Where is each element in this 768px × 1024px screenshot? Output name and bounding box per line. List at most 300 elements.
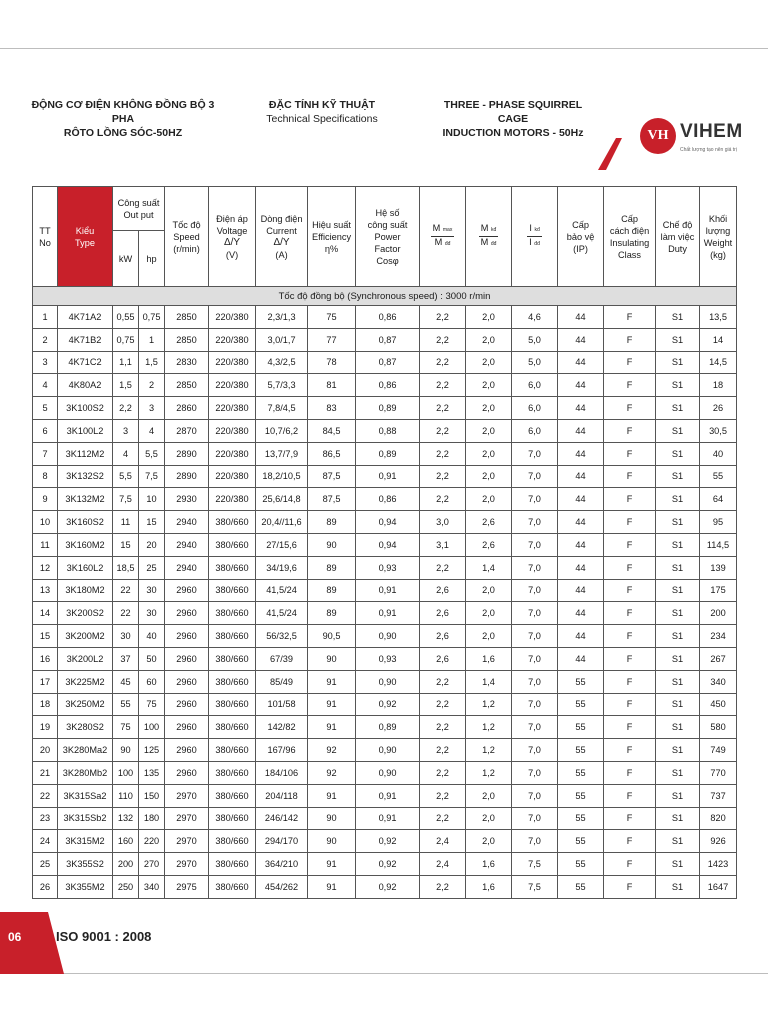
- mkd-top-sub: kđ: [490, 227, 497, 233]
- row-no: 24: [33, 830, 58, 853]
- col-ip-en: (IP): [573, 243, 588, 254]
- logo-name: VIHEM: [680, 121, 743, 142]
- table-row: [33, 853, 737, 876]
- speed: 2960: [165, 625, 209, 648]
- ikd-ratio: 7,0: [512, 602, 558, 625]
- col-power-vn: Công suất: [117, 197, 160, 208]
- ip-rating: 44: [558, 351, 604, 374]
- table-row: [33, 442, 737, 465]
- row-no: 8: [33, 465, 58, 488]
- ip-rating: 55: [558, 784, 604, 807]
- col-no-en: No: [39, 237, 51, 248]
- header-spec-line1: ĐẶC TÍNH KỸ THUẬT: [268, 99, 376, 111]
- weight: 14: [700, 328, 737, 351]
- power-kw: 90: [113, 739, 139, 762]
- weight: 770: [700, 761, 737, 784]
- voltage: 220/380: [209, 442, 256, 465]
- table-row: [33, 465, 737, 488]
- header-vietnamese-title: [28, 98, 218, 140]
- voltage: 380/660: [209, 602, 256, 625]
- col-current-en: Current: [266, 225, 297, 236]
- power-kw: 2,2: [113, 397, 139, 420]
- mmax-ratio: 3,0: [420, 511, 466, 534]
- power-hp: 1,5: [139, 351, 165, 374]
- ip-rating: 44: [558, 328, 604, 351]
- power-hp: 50: [139, 647, 165, 670]
- power-factor: 0,86: [356, 488, 420, 511]
- weight: 175: [700, 579, 737, 602]
- ikd-ratio: 6,0: [512, 397, 558, 420]
- ip-rating: 44: [558, 306, 604, 329]
- power-hp: 7,5: [139, 465, 165, 488]
- insulation-class: F: [604, 830, 656, 853]
- duty: S1: [656, 533, 700, 556]
- mmax-ratio: 2,6: [420, 647, 466, 670]
- current: 56/32,5: [256, 625, 308, 648]
- power-hp: 10: [139, 488, 165, 511]
- model-type: 3K355S2: [58, 853, 113, 876]
- ikd-ratio: 4,6: [512, 306, 558, 329]
- weight: 234: [700, 625, 737, 648]
- model-type: 3K200S2: [58, 602, 113, 625]
- insulation-class: F: [604, 511, 656, 534]
- voltage: 380/660: [209, 556, 256, 579]
- mmax-ratio: 2,2: [420, 419, 466, 442]
- power-factor: 0,90: [356, 625, 420, 648]
- row-no: 13: [33, 579, 58, 602]
- ikd-ratio: 7,0: [512, 761, 558, 784]
- col-duty-vn1: Chế độ: [662, 219, 693, 230]
- ikd-ratio: 7,0: [512, 830, 558, 853]
- speed: 2830: [165, 351, 209, 374]
- col-pf-sym: Cosφ: [376, 255, 399, 266]
- insulation-class: F: [604, 625, 656, 648]
- model-type: 4K71A2: [58, 306, 113, 329]
- current: 2,3/1,3: [256, 306, 308, 329]
- header-vn-line1: ĐỘNG CƠ ĐIỆN KHÔNG ĐỒNG BỘ 3 PHA: [31, 99, 215, 125]
- row-no: 2: [33, 328, 58, 351]
- model-type: 4K71C2: [58, 351, 113, 374]
- duty: S1: [656, 761, 700, 784]
- power-hp: 4: [139, 419, 165, 442]
- power-hp: 5,5: [139, 442, 165, 465]
- speed: 2890: [165, 465, 209, 488]
- col-insulation-header: [604, 187, 656, 287]
- table-row: [33, 397, 737, 420]
- efficiency: 86,5: [308, 442, 356, 465]
- col-eff-vn: Hiệu suất: [312, 219, 351, 230]
- mkd-ratio: 2,0: [466, 374, 512, 397]
- current: 18,2/10,5: [256, 465, 308, 488]
- model-type: 3K100S2: [58, 397, 113, 420]
- voltage: 380/660: [209, 739, 256, 762]
- insulation-class: F: [604, 328, 656, 351]
- voltage: 380/660: [209, 647, 256, 670]
- row-no: 23: [33, 807, 58, 830]
- mkd-ratio: 2,0: [466, 625, 512, 648]
- power-hp: 20: [139, 533, 165, 556]
- mmax-ratio: 2,2: [420, 328, 466, 351]
- table-row: [33, 556, 737, 579]
- mmax-top: M: [432, 223, 441, 233]
- power-factor: 0,89: [356, 397, 420, 420]
- current: 25,6/14,8: [256, 488, 308, 511]
- ikd-ratio: 7,0: [512, 670, 558, 693]
- power-kw: 3: [113, 419, 139, 442]
- ikd-top: I: [529, 223, 532, 233]
- efficiency: 87,5: [308, 488, 356, 511]
- voltage: 380/660: [209, 807, 256, 830]
- duty: S1: [656, 807, 700, 830]
- power-kw: 15: [113, 533, 139, 556]
- duty: S1: [656, 716, 700, 739]
- efficiency: 89: [308, 602, 356, 625]
- table-row: [33, 807, 737, 830]
- ikd-ratio: 7,0: [512, 533, 558, 556]
- efficiency: 90: [308, 807, 356, 830]
- ip-rating: 44: [558, 556, 604, 579]
- insulation-class: F: [604, 465, 656, 488]
- mmax-ratio: 2,2: [420, 465, 466, 488]
- col-voltage-unit: (V): [225, 249, 239, 260]
- insulation-class: F: [604, 306, 656, 329]
- insulation-class: F: [604, 716, 656, 739]
- duty: S1: [656, 830, 700, 853]
- voltage: 380/660: [209, 511, 256, 534]
- power-kw: 250: [113, 875, 139, 898]
- duty: S1: [656, 351, 700, 374]
- vihem-logo-icon: [640, 118, 676, 154]
- duty: S1: [656, 784, 700, 807]
- efficiency: 83: [308, 397, 356, 420]
- voltage: 220/380: [209, 419, 256, 442]
- current: 27/15,6: [256, 533, 308, 556]
- weight: 114,5: [700, 533, 737, 556]
- mmax-ratio: 2,6: [420, 579, 466, 602]
- col-current-unit: (A): [275, 249, 288, 260]
- mmax-bot: M: [434, 237, 443, 247]
- mkd-ratio: 2,0: [466, 419, 512, 442]
- power-factor: 0,91: [356, 602, 420, 625]
- duty: S1: [656, 465, 700, 488]
- ikd-top-sub: kđ: [534, 227, 540, 233]
- voltage: 380/660: [209, 784, 256, 807]
- model-type: 3K200M2: [58, 625, 113, 648]
- weight: 450: [700, 693, 737, 716]
- col-power-factor-header: [356, 187, 420, 287]
- mmax-ratio: 2,2: [420, 670, 466, 693]
- power-kw: 22: [113, 579, 139, 602]
- efficiency: 90: [308, 830, 356, 853]
- power-factor: 0,91: [356, 807, 420, 830]
- row-no: 16: [33, 647, 58, 670]
- row-no: 7: [33, 442, 58, 465]
- power-hp: 220: [139, 830, 165, 853]
- power-factor: 0,94: [356, 533, 420, 556]
- insulation-class: F: [604, 602, 656, 625]
- model-type: 3K315Sa2: [58, 784, 113, 807]
- col-speed-vn: Tốc độ: [172, 219, 201, 230]
- speed: 2960: [165, 761, 209, 784]
- efficiency: 77: [308, 328, 356, 351]
- current: 41,5/24: [256, 602, 308, 625]
- ikd-ratio: 7,0: [512, 807, 558, 830]
- current: 184/106: [256, 761, 308, 784]
- efficiency: 87,5: [308, 465, 356, 488]
- table-row: [33, 602, 737, 625]
- power-hp: 150: [139, 784, 165, 807]
- duty: S1: [656, 488, 700, 511]
- current: 20,4//11,6: [256, 511, 308, 534]
- mkd-ratio: 1,2: [466, 739, 512, 762]
- model-type: 3K315Sb2: [58, 807, 113, 830]
- iso-certification: ISO 9001 : 2008: [56, 929, 152, 944]
- power-hp: 1: [139, 328, 165, 351]
- ikd-ratio: 7,0: [512, 556, 558, 579]
- speed: 2960: [165, 647, 209, 670]
- power-hp: 270: [139, 853, 165, 876]
- speed: 2850: [165, 328, 209, 351]
- mmax-ratio: 2,4: [420, 853, 466, 876]
- insulation-class: F: [604, 533, 656, 556]
- mkd-ratio: 2,0: [466, 442, 512, 465]
- ip-rating: 55: [558, 693, 604, 716]
- current: 142/82: [256, 716, 308, 739]
- col-ins-vn2: cách điện: [609, 225, 650, 236]
- model-type: 3K280Mb2: [58, 761, 113, 784]
- power-hp: 340: [139, 875, 165, 898]
- mkd-ratio: 2,0: [466, 602, 512, 625]
- efficiency: 91: [308, 784, 356, 807]
- voltage: 380/660: [209, 830, 256, 853]
- duty: S1: [656, 875, 700, 898]
- insulation-class: F: [604, 807, 656, 830]
- duty: S1: [656, 328, 700, 351]
- row-no: 9: [33, 488, 58, 511]
- speed: 2960: [165, 716, 209, 739]
- col-pf-vn1: Hệ số: [375, 207, 400, 218]
- insulation-class: F: [604, 374, 656, 397]
- voltage: 380/660: [209, 716, 256, 739]
- model-type: 3K132S2: [58, 465, 113, 488]
- mkd-ratio: 1,6: [466, 875, 512, 898]
- col-mmax-header: [420, 187, 466, 287]
- model-type: 4K71B2: [58, 328, 113, 351]
- power-factor: 0,91: [356, 579, 420, 602]
- header-english-title: [428, 98, 598, 140]
- power-kw: 160: [113, 830, 139, 853]
- power-kw: 5,5: [113, 465, 139, 488]
- duty: S1: [656, 556, 700, 579]
- weight: 1423: [700, 853, 737, 876]
- table-row: [33, 784, 737, 807]
- duty: S1: [656, 419, 700, 442]
- voltage: 380/660: [209, 875, 256, 898]
- power-hp: 100: [139, 716, 165, 739]
- speed: 2960: [165, 670, 209, 693]
- current: 364/210: [256, 853, 308, 876]
- header-en-line1: THREE - PHASE SQUIRREL CAGE: [443, 99, 583, 125]
- ikd-ratio: 7,0: [512, 442, 558, 465]
- col-ins-en2: Class: [618, 249, 641, 260]
- col-type-header: [58, 187, 113, 287]
- col-ins-vn1: Cấp: [621, 213, 638, 224]
- power-factor: 0,90: [356, 739, 420, 762]
- delta-star-icon: Δ/Y: [273, 236, 290, 248]
- mkd-ratio: 2,0: [466, 579, 512, 602]
- power-kw: 0,55: [113, 306, 139, 329]
- current: 167/96: [256, 739, 308, 762]
- speed: 2970: [165, 784, 209, 807]
- insulation-class: F: [604, 739, 656, 762]
- power-kw: 1,1: [113, 351, 139, 374]
- insulation-class: F: [604, 579, 656, 602]
- duty: S1: [656, 739, 700, 762]
- speed: 2960: [165, 693, 209, 716]
- table-row: [33, 693, 737, 716]
- mkd-top: M: [480, 223, 489, 233]
- table-row: [33, 670, 737, 693]
- model-type: 3K180M2: [58, 579, 113, 602]
- row-no: 4: [33, 374, 58, 397]
- weight: 139: [700, 556, 737, 579]
- col-speed-header: [165, 187, 209, 287]
- ikd-bot-sub: đđ: [534, 241, 540, 247]
- weight: 30,5: [700, 419, 737, 442]
- col-speed-en: Speed: [173, 231, 200, 242]
- power-factor: 0,91: [356, 465, 420, 488]
- efficiency: 78: [308, 351, 356, 374]
- weight: 200: [700, 602, 737, 625]
- col-voltage-header: [209, 187, 256, 287]
- mmax-ratio: 2,2: [420, 306, 466, 329]
- mmax-ratio: 2,2: [420, 716, 466, 739]
- power-hp: 60: [139, 670, 165, 693]
- voltage: 380/660: [209, 761, 256, 784]
- power-hp: 30: [139, 602, 165, 625]
- speed: 2850: [165, 374, 209, 397]
- ikd-ratio: 7,0: [512, 579, 558, 602]
- mkd-ratio: 2,0: [466, 306, 512, 329]
- mkd-ratio: 1,4: [466, 556, 512, 579]
- mmax-ratio: 2,2: [420, 488, 466, 511]
- voltage: 220/380: [209, 488, 256, 511]
- speed: 2870: [165, 419, 209, 442]
- mmax-ratio: 2,2: [420, 807, 466, 830]
- ip-rating: 44: [558, 442, 604, 465]
- power-kw: 75: [113, 716, 139, 739]
- insulation-class: F: [604, 419, 656, 442]
- mmax-top-sub: max: [442, 227, 453, 233]
- table-row: [33, 625, 737, 648]
- speed: 2930: [165, 488, 209, 511]
- weight: 40: [700, 442, 737, 465]
- efficiency: 91: [308, 716, 356, 739]
- power-kw: 55: [113, 693, 139, 716]
- col-no-header: [33, 187, 58, 287]
- table-row: [33, 511, 737, 534]
- power-kw: 0,75: [113, 328, 139, 351]
- power-factor: 0,92: [356, 830, 420, 853]
- mmax-ratio: 2,2: [420, 784, 466, 807]
- ip-rating: 44: [558, 579, 604, 602]
- power-factor: 0,93: [356, 556, 420, 579]
- table-row: [33, 579, 737, 602]
- col-kw-header: kW: [113, 231, 139, 287]
- model-type: 3K315M2: [58, 830, 113, 853]
- ikd-ratio: 6,0: [512, 419, 558, 442]
- ip-rating: 55: [558, 853, 604, 876]
- col-power-header: [113, 187, 165, 231]
- mmax-ratio: 2,2: [420, 739, 466, 762]
- efficiency: 91: [308, 670, 356, 693]
- efficiency: 92: [308, 739, 356, 762]
- duty: S1: [656, 306, 700, 329]
- model-type: 3K280Ma2: [58, 739, 113, 762]
- table-row: [33, 306, 737, 329]
- voltage: 380/660: [209, 533, 256, 556]
- model-type: 3K200L2: [58, 647, 113, 670]
- row-no: 22: [33, 784, 58, 807]
- power-kw: 22: [113, 602, 139, 625]
- row-no: 1: [33, 306, 58, 329]
- col-ip-header: [558, 187, 604, 287]
- duty: S1: [656, 602, 700, 625]
- row-no: 10: [33, 511, 58, 534]
- efficiency: 90,5: [308, 625, 356, 648]
- insulation-class: F: [604, 351, 656, 374]
- power-factor: 0,87: [356, 328, 420, 351]
- speed: 2940: [165, 533, 209, 556]
- power-kw: 110: [113, 784, 139, 807]
- voltage: 380/660: [209, 693, 256, 716]
- mmax-ratio: 2,6: [420, 625, 466, 648]
- power-factor: 0,89: [356, 716, 420, 739]
- table-row: [33, 739, 737, 762]
- efficiency: 91: [308, 853, 356, 876]
- mkd-ratio: 1,6: [466, 853, 512, 876]
- col-ikd-header: [512, 187, 558, 287]
- power-factor: 0,91: [356, 784, 420, 807]
- col-duty-header: [656, 187, 700, 287]
- speed: 2850: [165, 306, 209, 329]
- ikd-ratio: 7,5: [512, 853, 558, 876]
- power-factor: 0,90: [356, 670, 420, 693]
- mmax-ratio: 3,1: [420, 533, 466, 556]
- mkd-ratio: 2,0: [466, 351, 512, 374]
- row-no: 5: [33, 397, 58, 420]
- mmax-ratio: 2,2: [420, 875, 466, 898]
- power-hp: 25: [139, 556, 165, 579]
- voltage: 380/660: [209, 625, 256, 648]
- row-no: 18: [33, 693, 58, 716]
- speed: 2940: [165, 511, 209, 534]
- col-power-en: Out put: [123, 209, 154, 220]
- mmax-ratio: 2,2: [420, 397, 466, 420]
- efficiency: 75: [308, 306, 356, 329]
- duty: S1: [656, 442, 700, 465]
- model-type: 3K355M2: [58, 875, 113, 898]
- weight: 580: [700, 716, 737, 739]
- mkd-ratio: 2,6: [466, 533, 512, 556]
- insulation-class: F: [604, 784, 656, 807]
- col-mkd-header: [466, 187, 512, 287]
- col-ip-vn2: bảo vệ: [566, 231, 595, 242]
- row-no: 20: [33, 739, 58, 762]
- row-no: 26: [33, 875, 58, 898]
- ip-rating: 55: [558, 830, 604, 853]
- ikd-ratio: 7,0: [512, 511, 558, 534]
